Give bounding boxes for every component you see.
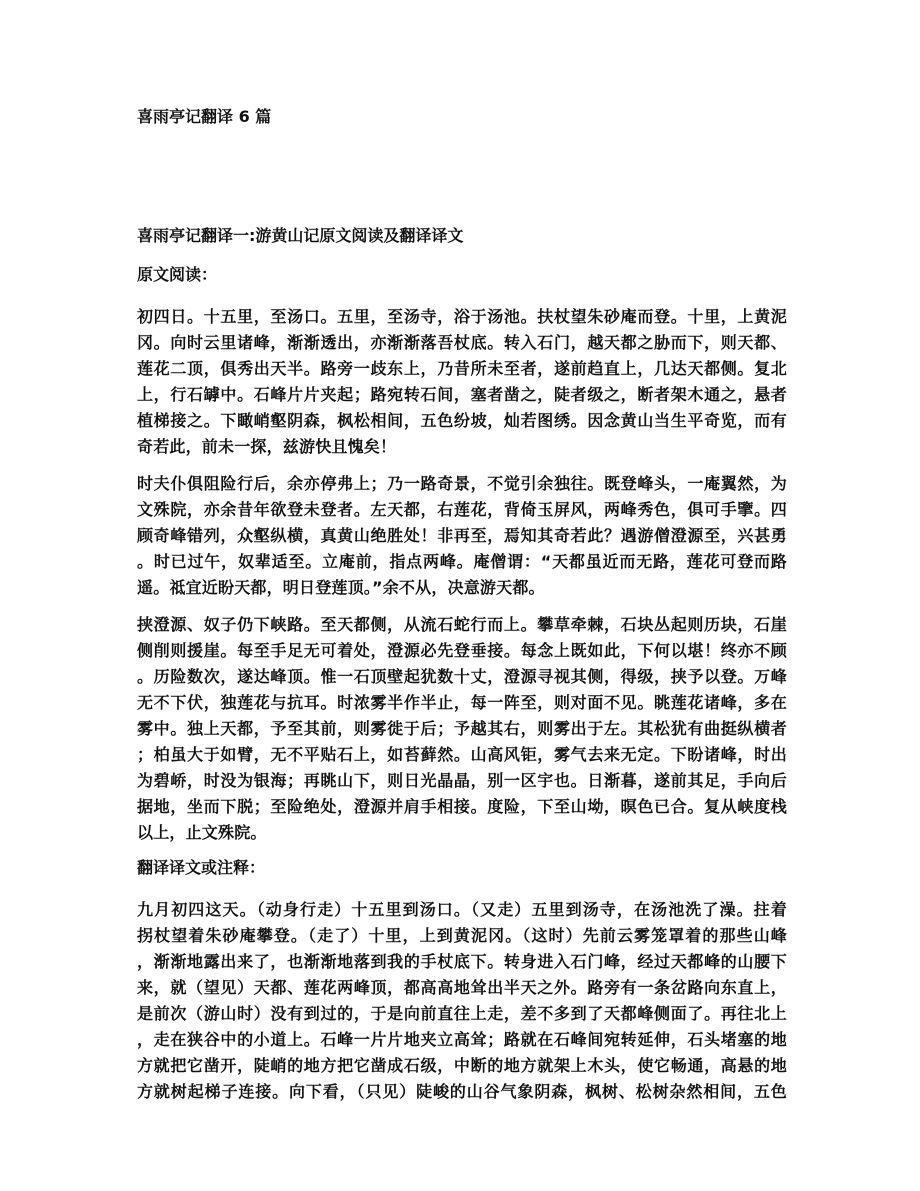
text-line: 拐杖望着朱砂庵攀登。（走了）十里，上到黄泥冈。（这时）先前云雾笼罩着的那些山峰 — [137, 926, 787, 945]
original-text-label: 原文阅读： — [137, 265, 218, 284]
text-line: 九月初四这天。（动身行走）十五里到汤口。（又走）五里到汤寺，在汤池洗了澡。拄着 — [137, 900, 787, 919]
text-line: 时夫仆俱阻险行后，余亦停弗上；乃一路奇景，不觉引余独往。既登峰头，一庵翼然，为 — [137, 474, 787, 493]
text-line: ，渐渐地露出来了，也渐渐地落到我的手杖底下。转身进入石门峰，经过天都峰的山腰下 — [137, 952, 787, 971]
translation-paragraph-1 — [137, 897, 787, 1105]
document-content — [137, 225, 787, 1116]
text-line: 以上，止文殊院。 — [137, 823, 267, 842]
text-line: 无不下伏，独莲花与抗耳。时浓雾半作半止，每一阵至，则对面不见。眺莲花诸峰，多在 — [137, 693, 787, 712]
document-title: 喜雨亭记翻译 6 篇 — [137, 107, 272, 126]
text-line: 奇若此，前未一探，兹游快且愧矣！ — [137, 437, 397, 456]
text-line: 初四日。十五里，至汤口。五里，至汤寺，浴于汤池。扶杖望朱砂庵而登。十里，上黄泥 — [137, 307, 787, 326]
text-line: ；柏虽大于如臂，无不平贴石上，如苔藓然。山高风钜，雾气去来无定。下盼诸峰，时出 — [137, 745, 787, 764]
text-line: 莲花二顶，俱秀出天半。路旁一歧东上，乃昔所未至者，遂前趋直上，几达天都侧。复北 — [137, 359, 787, 378]
text-line: 来，就（望见）天都、莲花两峰顶，都高高地耸出半天之外。路旁有一条岔路向东直上， — [137, 978, 787, 997]
text-line: 是前次（游山时）没有到过的，于是向前直往上走，差不多到了天都峰侧面了。再往北上 — [137, 1004, 787, 1023]
original-paragraph-1 — [137, 304, 787, 460]
text-line: 方就树起梯子连接。向下看，（只见）陡峻的山谷气象阴森，枫树、松树杂然相间，五色 — [137, 1082, 787, 1101]
text-line: 侧削则援崖。每至手足无可着处，澄源必先登垂接。每念上既如此，下何以堪！终亦不顾 — [137, 641, 787, 660]
text-line: 方就把它凿开，陡峭的地方把它凿成石级，中断的地方就架上木头，使它畅通，高悬的地 — [137, 1056, 787, 1075]
text-line: 遥。祗宜近盼天都，明日登莲顶。”余不从，决意游天都。 — [137, 578, 545, 597]
text-line: 。历险数次，遂达峰顶。惟一石顶壁起犹数十丈，澄源寻视其侧，得级，挟予以登。万峰 — [137, 667, 787, 686]
text-line: 据地，坐而下脱；至险绝处，澄源并肩手相接。度险，下至山坳，暝色已合。复从峡度栈 — [137, 797, 787, 816]
section-heading: 喜雨亭记翻译一:游黄山记原文阅读及翻译译文 — [137, 226, 464, 245]
text-line: 挟澄源、奴子仍下峡路。至天都侧，从流石蛇行而上。攀草牵棘，石块丛起则历块，石崖 — [137, 615, 787, 634]
original-paragraph-2 — [137, 471, 787, 601]
text-line: 植梯接之。下瞰峭壑阴森，枫松相间，五色纷坡，灿若图绣。因念黄山当生平奇览，而有 — [137, 411, 787, 430]
text-line: 为碧峤，时没为银海；再眺山下，则日光晶晶，别一区宇也。日渐暮，遂前其足，手向后 — [137, 771, 787, 790]
translation-label: 翻译译文或注释： — [137, 858, 266, 877]
text-line: 上，行石罅中。石峰片片夹起；路宛转石间，塞者凿之，陡者级之，断者架木通之，悬者 — [137, 385, 787, 404]
text-line: 。时已过午，奴辈适至。立庵前，指点两峰。庵僧谓：“天都虽近而无路，莲花可登而路 — [137, 552, 787, 571]
text-line: ，走在狭谷中的小道上。石峰一片片地夹立高耸；路就在石峰间宛转延伸，石头堵塞的地 — [137, 1030, 787, 1049]
text-line: 文殊院，亦余昔年欲登未登者。左天都，右莲花，背倚玉屏风，两峰秀色，俱可手擥。四 — [137, 500, 787, 519]
text-line: 雾中。独上天都，予至其前，则雾徙于后；予越其右，则雾出于左。其松犹有曲挺纵横者 — [137, 719, 787, 738]
text-line: 顾奇峰错列，众壑纵横，真黄山绝胜处！非再至，焉知其奇若此？遇游僧澄源至，兴甚勇 — [137, 526, 787, 545]
original-paragraph-3 — [137, 612, 787, 846]
text-line: 冈。向时云里诸峰，渐渐透出，亦渐渐落吾杖底。转入石门，越天都之胁而下，则天都、 — [137, 333, 787, 352]
